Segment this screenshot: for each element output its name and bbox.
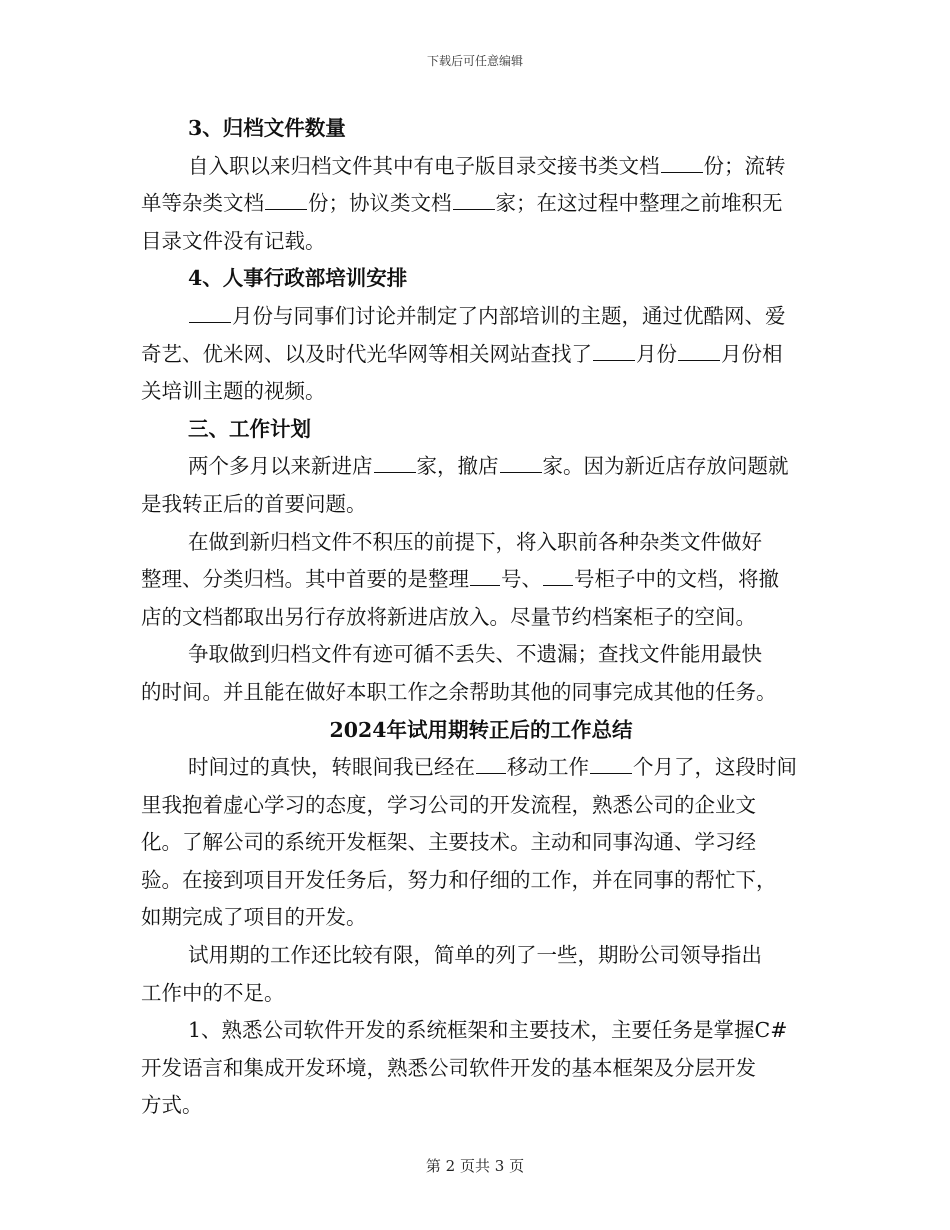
blank-underline — [265, 187, 307, 210]
blank-underline — [189, 300, 231, 323]
text-line: 关培训主题的视频。 — [141, 379, 326, 404]
page-footer: 第 2 页共 3 页 — [425, 1157, 525, 1175]
paragraph-probation — [141, 937, 821, 1012]
text-line: 两个多月以来新进店 家，撤店 家。因为新近店存放问题就 — [141, 448, 821, 486]
blank-underline — [661, 150, 703, 173]
section-heading-archive-count: 3、归档文件数量 — [188, 116, 346, 140]
text-line: 奇艺、优米网、以及时代光华网等相关网站查找了 月份 月份相 — [141, 336, 821, 374]
document-title: 2024年试用期转正后的工作总结 — [329, 717, 633, 742]
text-line: 1、熟悉公司软件开发的系统框架和主要技术，主要任务是掌握C# — [188, 1018, 788, 1043]
blank-underline — [374, 450, 416, 473]
text-line: 自入职以来归档文件其中有电子版目录交接书类文档 份；流转 — [141, 148, 821, 186]
text-line: 争取做到归档文件有迹可循不丢失、不遗漏；查找文件能用最快 — [188, 642, 762, 667]
blank-underline — [470, 563, 500, 586]
blank-underline — [453, 187, 495, 210]
text-line: 工作中的不足。 — [141, 980, 285, 1005]
blank-underline — [678, 338, 720, 361]
text-line: 是我转正后的首要问题。 — [141, 491, 367, 516]
text-line: 如期完成了项目的开发。 — [141, 905, 367, 930]
text-line: 化。了解公司的系统开发框架、主要技术。主动和同事沟通、学习经 — [141, 830, 756, 855]
text-line: 目录文件没有记载。 — [141, 228, 326, 253]
section-heading-training: 4、人事行政部培训安排 — [188, 266, 408, 291]
text-line: 的时间。并且能在做好本职工作之余帮助其他的同事完成其他的任务。 — [141, 679, 777, 704]
paragraph-intro — [141, 749, 821, 937]
text-line: 整理、分类归档。其中首要的是整理 号、 号柜子中的文档，将撤 — [141, 561, 821, 599]
paragraph-filing — [141, 524, 821, 637]
paragraph-archive-count — [141, 148, 821, 261]
paragraph-training — [141, 298, 821, 411]
text-line: 开发语言和集成开发环境，熟悉公司软件开发的基本框架及分层开发 — [141, 1055, 756, 1080]
text-line: 店的文档都取出另行存放将新进店放入。尽量节约档案柜子的空间。 — [141, 604, 756, 629]
blank-underline — [590, 751, 632, 774]
section-heading-work-plan: 三、工作计划 — [188, 416, 311, 441]
blank-underline — [543, 563, 573, 586]
paragraph-new-stores — [141, 448, 821, 523]
paragraph-framework — [141, 1012, 821, 1125]
text-line: 方式。 — [141, 1093, 203, 1118]
text-line: 单等杂类文档 份；协议类文档 家；在这过程中整理之前堆积无 — [141, 185, 821, 223]
blank-underline — [593, 338, 635, 361]
text-line: 月份与同事们讨论并制定了内部培训的主题，通过优酷网、爱 — [141, 298, 821, 336]
text-line: 时间过的真快，转眼间我已经在 移动工作 个月了，这段时间 — [141, 749, 821, 787]
document-body — [141, 110, 821, 1125]
text-line: 在做到新归档文件不积压的前提下，将入职前各种杂类文件做好 — [188, 529, 762, 554]
blank-underline — [500, 450, 542, 473]
blank-underline — [476, 751, 506, 774]
text-line: 里我抱着虚心学习的态度，学习公司的开发流程，熟悉公司的企业文 — [141, 792, 756, 817]
paragraph-goals — [141, 636, 821, 711]
page-header: 下载后可任意编辑 — [426, 54, 523, 68]
text-line: 试用期的工作还比较有限，简单的列了一些，期盼公司领导指出 — [188, 943, 762, 968]
text-line: 验。在接到项目开发任务后，努力和仔细的工作，并在同事的帮忙下， — [141, 867, 777, 892]
